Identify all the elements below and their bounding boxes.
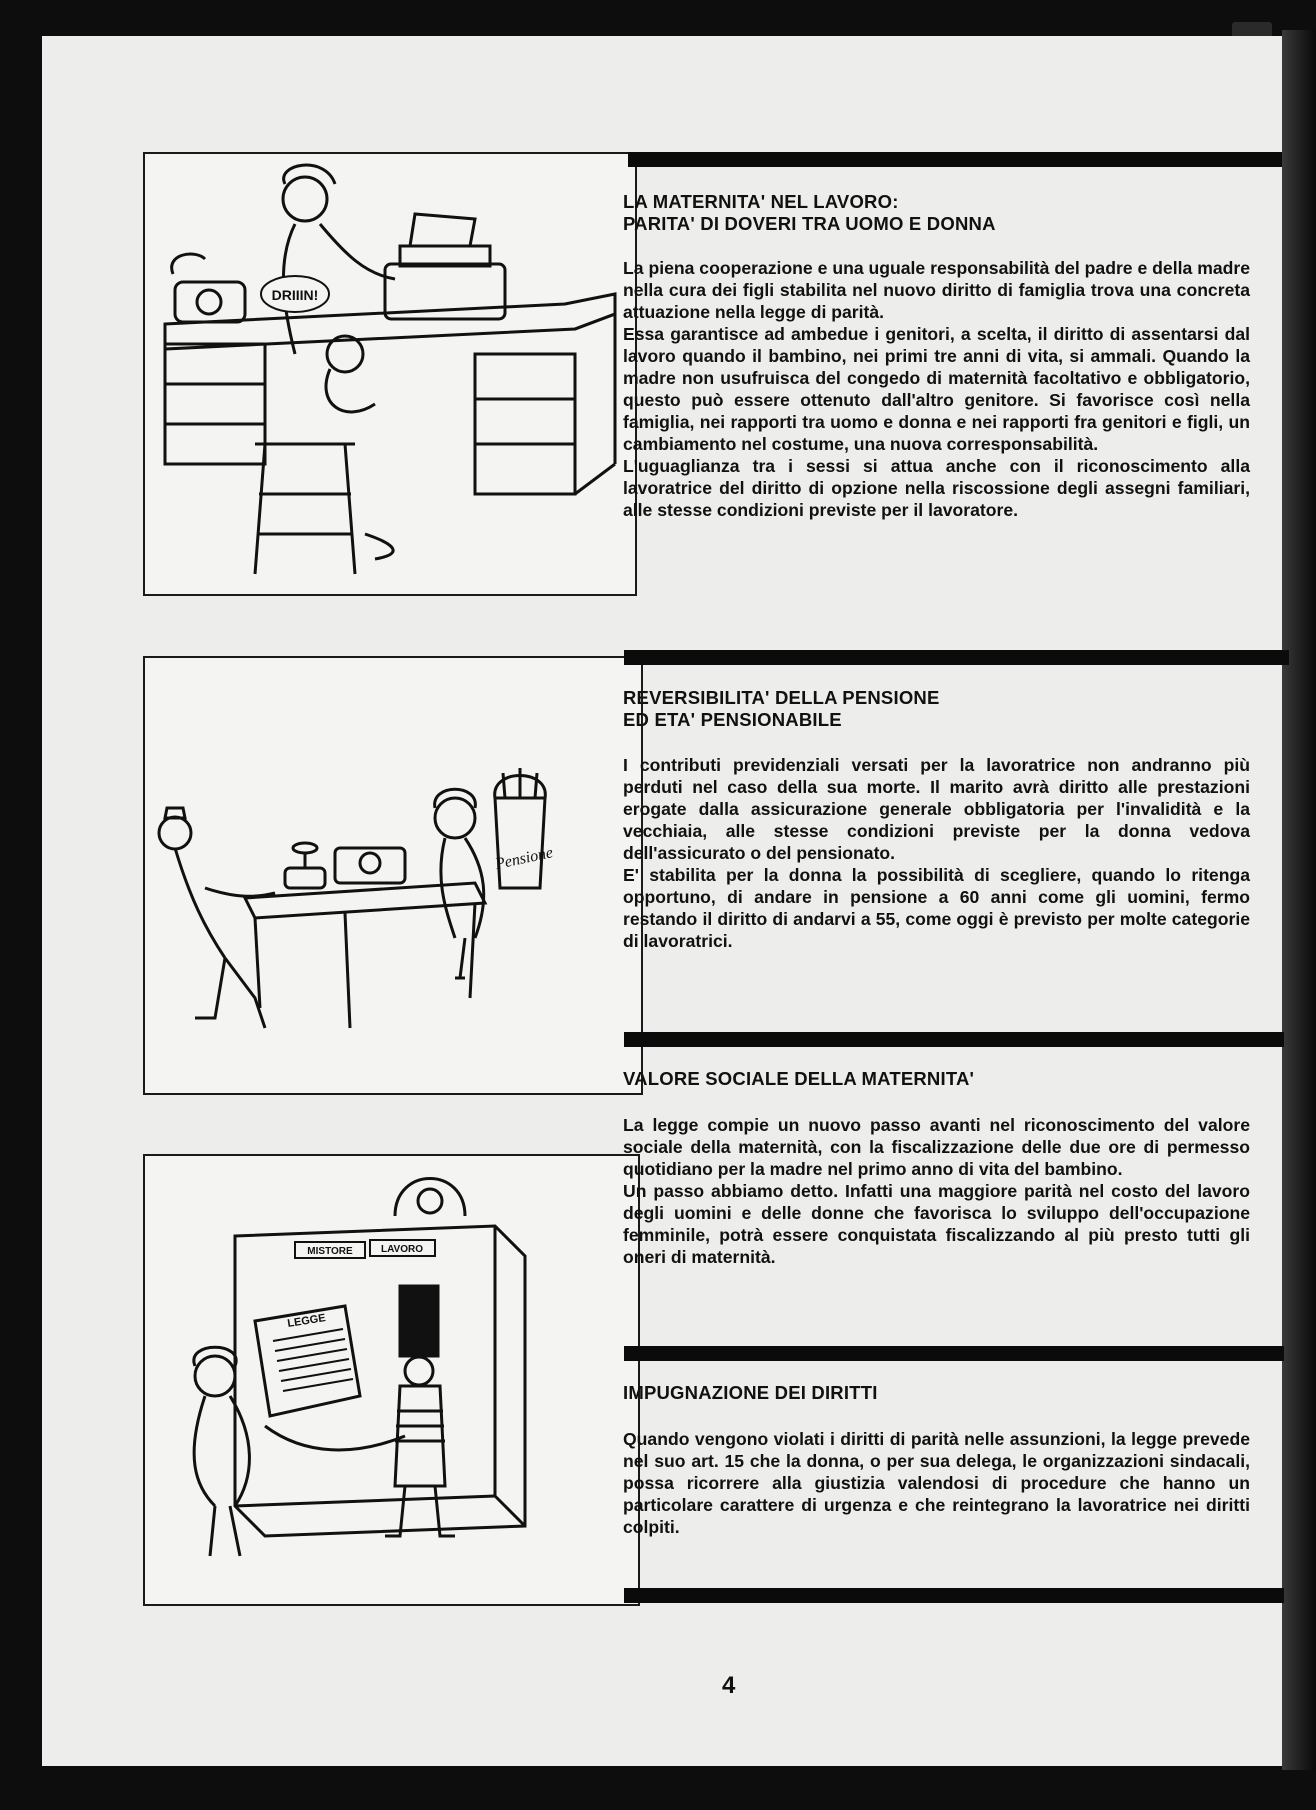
section-divider-bar bbox=[628, 152, 1282, 167]
pension-bouquet-text: Pensione bbox=[493, 844, 555, 874]
section-heading-line: LA MATERNITA' NEL LAVORO: bbox=[623, 191, 899, 212]
page bbox=[42, 36, 1282, 1766]
section-paragraph: E' stabilita per la donna la possibilità di scegliere, quando lo ritenga opportuno, di andare in pensione a 60 anni come gli uomini, fermo restando il diritto di andarvi a 55, come oggi è previsto per molte categorie di lavoratrici. bbox=[623, 865, 1250, 951]
section-heading-line: REVERSIBILITA' DELLA PENSIONE bbox=[623, 687, 940, 708]
section-divider-bar bbox=[624, 1032, 1284, 1047]
section-heading-line: IMPUGNAZIONE DEI DIRITTI bbox=[623, 1382, 878, 1403]
newspaper-title-text: LEGGE bbox=[286, 1312, 327, 1330]
section-paragraph: Essa garantisce ad ambedue i genitori, a scelta, il diritto di assentarsi dal lavoro quando il bambino, nei primi tre anni di vita, si ammali. Quando la madre non usufruisca del congedo di maternità facoltativo e obbligatorio, questo può essere ottenuto dall'altro genitore. Si favorisce così nella famiglia, nei rapporti tra uomo e donna e nei rapporti fra genitori e figli, un cambiamento nel costume, una nuova corresponsabilità. bbox=[623, 324, 1250, 454]
section-paragraph: L'uguaglianza tra i sessi si attua anche con il riconoscimento alla lavoratrice del diritto di opzione nella riscossione degli assegni familiari, alle stesse condizioni previste per il lavoratore. bbox=[623, 456, 1250, 520]
section-paragraph: Un passo abbiamo detto. Infatti una maggiore parità nel costo del lavoro degli uomini e delle donne che favorisca lo sviluppo dell'occupazione femminile, potrà essere conquistata fiscalizzando al più presto tutti gli oneri di maternità. bbox=[623, 1181, 1250, 1267]
section-body-social-value bbox=[623, 1114, 1250, 1268]
maternity-drawing bbox=[145, 154, 635, 594]
section-divider-bar bbox=[624, 1588, 1284, 1603]
office-sign-right-text: LAVORO bbox=[380, 1244, 424, 1255]
binding-spine bbox=[1282, 30, 1316, 1770]
section-heading-rights bbox=[623, 1382, 1263, 1404]
illustration-social-value bbox=[143, 1154, 640, 1606]
section-divider-bar bbox=[624, 1346, 1284, 1361]
section-body-maternity bbox=[623, 257, 1250, 521]
social-value-drawing bbox=[145, 1156, 638, 1604]
section-heading-line: PARITA' DI DOVERI TRA UOMO E DONNA bbox=[623, 213, 996, 234]
section-paragraph: La legge compie un nuovo passo avanti nel riconoscimento del valore sociale della maternità, con la fiscalizzazione delle due ore di permesso quotidiano per la madre nel primo anno di vita del bambino. bbox=[623, 1115, 1250, 1179]
section-paragraph: I contributi previdenziali versati per la lavoratrice non andranno più perduti nel caso della sua morte. Il marito avrà diritto alle prestazioni erogate dalla assicurazione generale obbligatoria per l'invalidità e la vecchiaia, alle stesse condizioni previste per la donna vedova dell'assicurato o del pensionato. bbox=[623, 755, 1250, 863]
section-heading-line: VALORE SOCIALE DELLA MATERNITA' bbox=[623, 1068, 975, 1089]
section-heading-social-value bbox=[623, 1068, 1263, 1090]
section-body-rights bbox=[623, 1428, 1250, 1538]
section-body-pension bbox=[623, 754, 1250, 952]
section-paragraph: Quando vengono violati i diritti di parità nelle assunzioni, la legge prevede nel suo art. 15 che la donna, o per sua delega, le organizzazioni sindacali, possa ricorrere alla giustizia valendosi di procedure che hanno un particolare carattere di urgenza e che reintegrano la lavoratrice nei diritti colpiti. bbox=[623, 1429, 1250, 1537]
pension-drawing bbox=[145, 658, 641, 1093]
section-heading-pension bbox=[623, 687, 1263, 731]
section-heading-maternity bbox=[623, 191, 1263, 235]
section-heading-line: ED ETA' PENSIONABILE bbox=[623, 709, 842, 730]
illustration-pension bbox=[143, 656, 643, 1095]
section-divider-bar bbox=[624, 650, 1289, 665]
section-paragraph: La piena cooperazione e una uguale responsabilità del padre e della madre nella cura dei figli stabilita nel nuovo diritto di famiglia trova una concreta attuazione nella legge di parità. bbox=[623, 258, 1250, 322]
office-sign-left-text: MISTORE bbox=[307, 1246, 353, 1257]
illustration-maternity-at-work bbox=[143, 152, 637, 596]
phone-sound-text: DRIIIN! bbox=[271, 287, 319, 303]
page-number: 4 bbox=[722, 1672, 736, 1699]
